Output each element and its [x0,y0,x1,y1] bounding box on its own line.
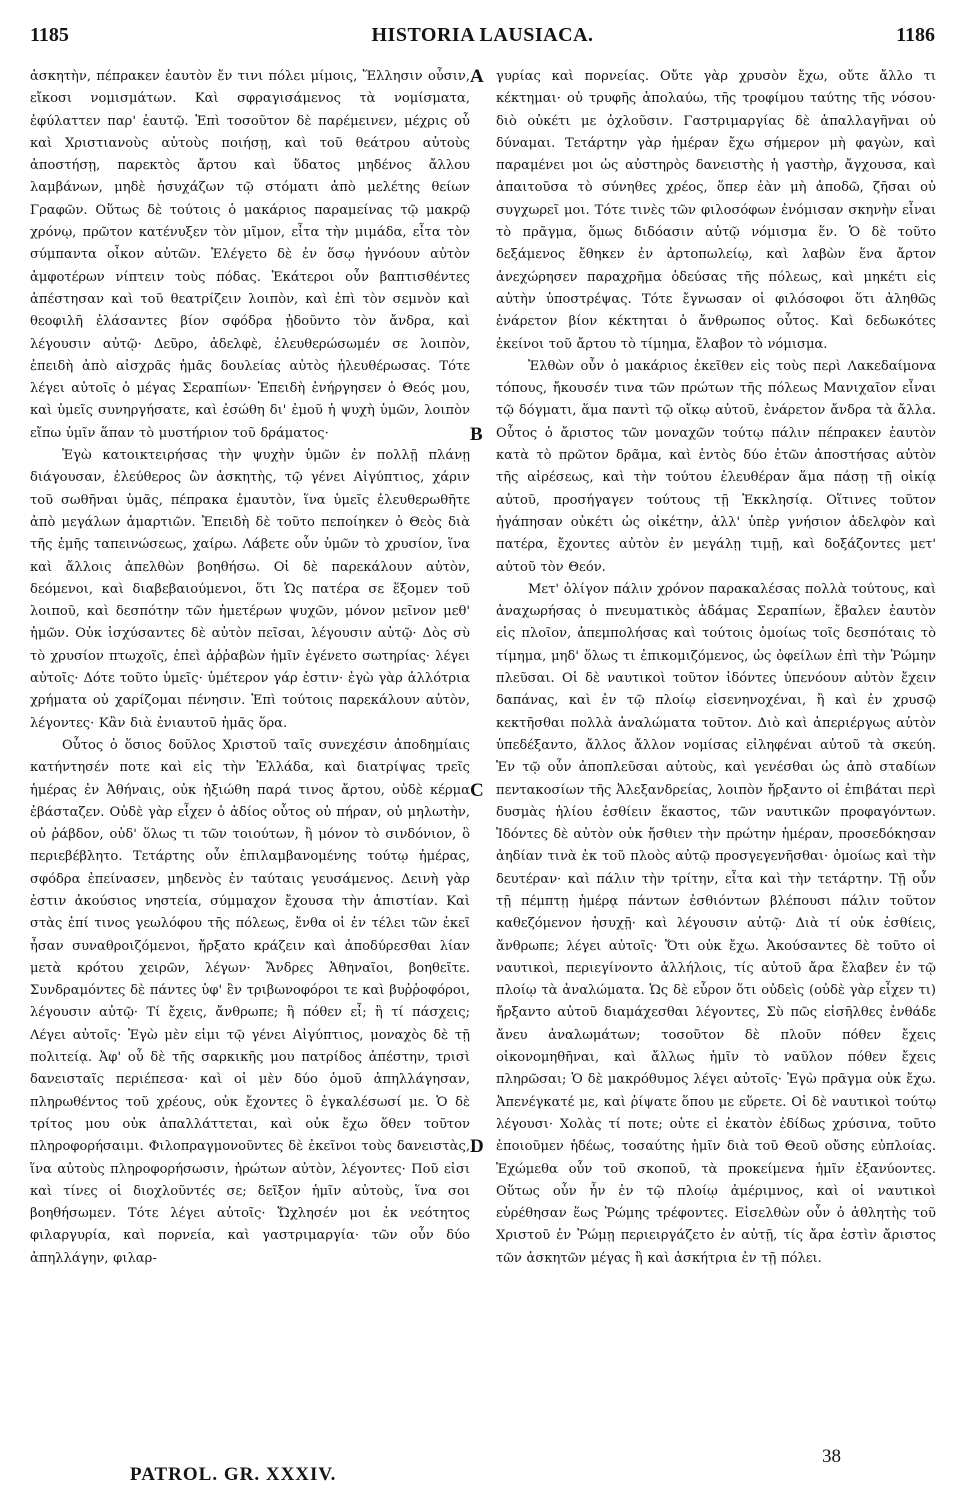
running-header [30,24,935,54]
right-page-number: 1186 [896,24,935,46]
paragraph: Ἐλθὼν οὖν ὁ μακάριος ἐκεῖθεν εἰς τοὺς περὶ Λακεδαίμονα τόπους, ἤκουσέν τινα τῶν πρώτων τῆς πόλεως Μανιχαῖον εἶναι τῷ δόγματι, ἅμα παντὶ τῷ οἴκῳ αὐτοῦ, ἐνάρετον ἄνδρα τὰ ἄλλα. Οὗτος ὁ ἄριστος τῶν μοναχῶν τούτῳ πάλιν πέπρακεν ἑαυτὸν κατὰ τὸ πρῶτον δρᾶμα, καὶ ἐντὸς δύο ἐτῶν ἀποστήσας αὐτὸν τῆς αἱρέσεως, καὶ τὴν τούτου ἐλευθέραν ἅμα πάσῃ τῇ οἰκίᾳ αὐτοῦ, προσήγαγεν τούτους τῇ Ἐκκλησίᾳ. Οἵτινες τοῦτον ἠγάπησαν οὐκέτι ὡς οἰκέτην, ἀλλ' ὑπὲρ γνήσιον ἀδελφὸν καὶ πατέρα, ἔχοντες αὐτὸν ἐν μεγάλῃ τιμῇ, καὶ δοξάζοντες μετ' αὐτοῦ τὸν Θεόν. [496,358,936,575]
left-column [30,66,470,1270]
paragraph: Οὗτος ὁ ὅσιος δοῦλος Χριστοῦ ταῖς συνεχέσιν ἀποδημίαις κατήντησέν ποτε καὶ εἰς τὴν Ἑλλάδα, καὶ διατρίψας τρεῖς ἡμέρας ἐν Ἀθήναις, οὐκ ἠξιώθη παρά τινος ἄρτου, οὐδὲ κέρμα ἐβάσταζεν. Οὐδὲ γὰρ εἶχεν ὁ ἀδίος οὗτος οὐ πήραν, οὐ μηλωτὴν, οὐ ῥάβδον, οὐδ' ὅλως τι τῶν τοιούτων, ἢ μόνον τὸ σινδόνιον, ὃ περιεβέβλητο. Τετάρτης οὖν ἐπιλαμβανομένης τούτῳ ἡμέρας, σφόδρα ἐπείνασεν, μηδενὸς ἐν ταύταις γευσάμενος. Δεινὴ γὰρ ἐστιν ἀκούσιος νηστεία, σύμμαχον ἔχουσα τὴν ἀπιστίαν. Καὶ στὰς ἐπί τινος γεωλόφου τῆς πόλεως, ἔνθα οἱ ἐν τέλει τῶν ἐκεῖ ἦσαν συναθροιζόμενοι, ἤρξατο κράζειν καὶ ἀποδύρεσθαι λίαν μετὰ κρότου χειρῶν, λέγων· Ἄνδρες Ἀθηναῖοι, βοηθεῖτε. Συνδραμόντες δὲ πάντες ὑφ' ἓν τριβωνοφόροι τε καὶ βυῤῥοφόροι, λέγουσιν αὐτῷ· Τί ἔχεις, ἄνθρωπε; ἢ πόθεν εἶ; ἢ τί πάσχεις; Λέγει αὐτοῖς· Ἐγὼ μὲν εἰμι τῷ γένει Αἰγύπτιος, μοναχὸς δὲ τῇ πολιτείᾳ. Ἀφ' οὗ δὲ τῆς σαρκικῆς μου πατρίδος ἀπέστην, τρισὶ δανεισταῖς περιέπεσα· καὶ οἱ μὲν δύο ὁμοῦ ἀπηλλάγησαν, πληρωθέντος τοῦ χρέους, οὐκ ἔχοντες ὃ ἐγκαλέσωσί με. Ὁ δὲ τρίτος μου οὐκ ἀπαλλάττεται, καὶ οὐκ ἔχω ὅθεν τοῦτον πληροφορήσαιμι. Φιλοπραγμονοῦντες δὲ ἐκεῖνοι τοὺς δανειστὰς, ἵνα αὐτοὺς πληροφορήσωσιν, ἠρώτων αὐτὸν, λέγοντες· Ποῦ εἰσι καὶ τίνες οἱ διοχλοῦντές σε; δεῖξον ἡμῖν αὐτοὺς, ἵνα σοι βοηθήσωμεν. Τότε λέγει αὐτοῖς· Ὤχλησέν μοι ἐκ νεότητος φιλαργυρία, καὶ πορνεία, καὶ γαστριμαργία· τῶν οὖν δύο ἀπηλλάγην, φιλαρ- [30,737,470,1266]
paragraph: Ἐγὼ κατοικτειρήσας τὴν ψυχὴν ὑμῶν ἐν πολλῇ πλάνῃ διάγουσαν, ἐλεύθερος ὢν ἀσκητὴς, τῷ γένει Αἰγύπτιος, χάριν τοῦ σωθῆναι ὑμᾶς, πέπρακα ἐμαυτὸν, ἵνα ὑμεῖς ἐλευθερωθῆτε ἀπὸ μεγάλων ἁμαρτιῶν. Ἐπειδὴ δὲ τοῦτο πεποίηκεν ὁ Θεὸς διὰ τῆς ἐμῆς ταπεινώσεως, χαίρω. Λάβετε οὖν ὑμῶν τὸ χρυσίον, ἵνα καὶ ἄλλοις ἀπελθὼν βοηθήσω. Οἱ δὲ παρεκάλουν αὐτὸν, δεόμενοι, καὶ διαβεβαιούμενοι, ὅτι Ὡς πατέρα σε ἕξομεν τοῦ λοιποῦ, καὶ δεσπότην τῶν ἡμετέρων ψυχῶν, μόνον μεῖνον μεθ' ἡμῶν. Οὐκ ἰσχύσαντες δὲ αὐτὸν πεῖσαι, λέγουσιν αὐτῷ· Δὸς σὺ τὸ χρυσίον πτωχοῖς, ἐπεὶ ἀῤῥαβὼν ἡμῖν ἐγένετο σωτηρίας· λέγει αὐτοῖς· Δότε τοῦτο ὑμεῖς· ὑμέτερον γάρ ἐστιν· ἐγὼ γὰρ ἀλλότρια χρήματα οὐ χαρίζομαι πένησιν. Ἐπὶ τούτοις παρεκάλουν αὐτὸν, λέγοντες· Κἂν διὰ ἐνιαυτοῦ ἡμᾶς ὅρα. [30,448,470,731]
section-marker-d: D [470,1136,484,1157]
running-title: HISTORIA LAUSIACA. [371,24,594,46]
signature-mark: 38 [822,1446,841,1467]
paragraph: ἀσκητὴν, πέπρακεν ἑαυτὸν ἔν τινι πόλει μίμοις, Ἕλλησιν οὖσιν, εἴκοσι νομισμάτων. Καὶ σφραγισάμενος τὰ νομίσματα, ἐφύλαττεν παρ' ἑαυτῷ. Ἐπὶ τοσοῦτον δὲ παρέμεινεν, μέχρις οὗ καὶ Χριστιανοὺς αὐτοὺς ποιήσῃ, καὶ τοῦ θεάτρου αὐτοὺς ἀποστήσῃ, παρεκτὸς ἄρτου καὶ ὕδατος μηδένος ἄλλου λαμβάνων, μηδὲ ἡσυχάζων τῷ στόματι ἀπὸ μελέτης θείων Γραφῶν. Οὕτως δὲ τούτοις ὁ μακάριος παραμείνας τῷ μακρῷ χρόνῳ, πρῶτον κατένυξεν τὸν μῖμον, εἶτα τὴν μιμάδα, εἶτα τὸν σύμπαντα οἶκον αὐτῶν. Ἐλέγετο δὲ ἐν ὅσῳ ἠγνόουν αὐτὸν ἀμφοτέρων νίπτειν τοὺς πόδας. Ἑκάτεροι οὖν βαπτισθέντες ἀπέστησαν καὶ τοῦ θεατρίζειν λοιπὸν, καὶ ἐπὶ τὸν σεμνὸν καὶ θεοφιλῆ ἐλάσαντες βίον σφόδρα ᾐδοῦντο τὸν ἄνδρα, καὶ λέγουσιν αὐτῷ· Δεῦρο, ἀδελφὲ, ἐλευθερώσωμέν σε λοιπὸν, ἐπειδὴ ἀπὸ αἰσχρᾶς ἡμᾶς δουλείας αὐτὸς ἠλευθέρωσας. Τότε λέγει αὐτοῖς ὁ μέγας Σεραπίων· Ἐπειδὴ ἐνήργησεν ὁ Θεός μου, καὶ ὑμεῖς συνηργήσατε, καὶ ἐσώθη δι' ἐμοῦ ἡ ψυχὴ ὑμῶν, λοιπὸν εἴπω ὑμῖν ἅπαν τὸ μυστήριον τοῦ δράματος· [30,69,470,441]
section-marker-b: B [470,424,483,445]
left-page-number: 1185 [30,24,69,46]
section-marker-a: A [470,66,484,87]
paragraph: Μετ' ὀλίγον πάλιν χρόνον παρακαλέσας πολλὰ τούτους, καὶ ἀναχωρήσας ὁ πνευματικὸς ἀδάμας Σεραπίων, ἔβαλεν ἑαυτὸν εἰς πλοῖον, ἀπεμπολήσας καὶ τούτοις ὁμοίως τοῖς δεσπόταις τὸ τίμημα, μηδ' ὅλως τι ἐπικομιζόμενος, ὡς ὀφείλων ἐπὶ τὴν Ῥώμην πλεῦσαι. Οἱ δὲ ναυτικοὶ τοῦτον ἰδόντες ὑπενόουν αὐτὸν ἔχειν δαπάνας, καὶ ἐν τῷ πλοίῳ εἰσενηνοχέναι, ἢ καὶ ἐν χρυσῷ κεκτῆσθαι πολλὰ ἀναλώματα τοῦτον. Διὸ καὶ ἀπεριέργως αὐτὸν ὑπεδέξαντο, ἄλλος ἄλλον νομίσας εἰληφέναι αὐτοῦ τὰ σκεύη. Ἐν τῷ οὖν ἀποπλεῦσαι αὐτοὺς, καὶ γενέσθαι ὡς ἀπὸ σταδίων πεντακοσίων τῆς Ἀλεξανδρείας, λοιπὸν ἤρξαντο οἱ ἐπιβάται περὶ δυσμὰς ἡλίου ἐσθίειν ἕκαστος, τῶν ναυτικῶν προφαγόντων. Ἰδόντες δὲ αὐτὸν οὐκ ἤσθιεν τὴν πρώτην ἡμέραν, προσεδόκησαν ἀηδίαν τινὰ ἐκ τοῦ πλοὸς αὐτῷ προσγεγενῆσθαι· ὁμοίως καὶ τὴν δευτέραν· καὶ πάλιν τὴν τρίτην, εἶτα καὶ τὴν τετάρτην. Τῇ οὖν τῇ πέμπτῃ ἡμέρᾳ πάντων ἐσθιόντων βλέπουσι πάλιν τοῦτον καθεζόμενον ἡσυχῇ· καὶ λέγουσιν αὐτῷ· Διὰ τί οὐκ ἐσθίεις, ἄνθρωπε; λέγει αὐτοῖς· Ὅτι οὐκ ἔχω. Ἀκούσαντες δὲ τοῦτο οἱ ναυτικοὶ, περιεγίνοντο ἀλλήλοις, τίς αὐτοῦ ἄρα ἔλαβεν ἐν τῷ πλοίῳ τὰ ἀναλώματα. Ὡς δὲ εὗρον ὅτι οὐδεὶς (οὐδὲ γὰρ εἶχεν τι) ἤρξαντο αὐτοῦ διαμάχεσθαι λέγοντες, Σὺ πῶς εἰσῆλθες ἐνθάδε ἄνευ ἀναλωμάτων; τοσοῦτον δὲ πλοῦν πόθεν ἔχεις οἰκονομηθῆναι, καὶ ἄλλως ἡμῖν τὸ ναῦλον πόθεν ἔχεις πληρῶσαι; Ὁ δὲ μακρόθυμος λέγει αὐτοῖς· Ἐγὼ πρᾶγμα οὐκ ἔχω. Ἀπενέγκατέ με, καὶ ῥίψατε ὅπου με εὕρετε. Οἱ δὲ ναυτικοὶ τούτῳ λέγουσι· Χολὰς τί ποτε; οὐτε εἰ ἑκατὸν ἐδίδως χρύσινα, τοῦτο ἐποιοῦμεν ἡδέως, τοσαύτης ἡμῖν διὰ τοῦ Θεοῦ οὔσης εὐπλοίας. Ἐχώμεθα οὖν τοῦ σκοποῦ, τὰ προκείμενα ἡμῖν ἐξανύοντες. Οὕτως οὖν ἦν ἐν τῷ πλοίῳ ἀμέριμνος, καὶ οἱ ναυτικοὶ εὑρέθησαν ἕως Ῥώμης τρέφοντες. Εἰσελθὼν οὖν ὁ ἀθλητὴς τοῦ Χριστοῦ ἐν Ῥώμῃ περιειργάζετο ἐν αὐτῇ, τίς ἄρα ἐστὶν ἄριστος τῶν ἀσκητῶν μέγας ἢ καὶ ἀσκήτρια ἐν τῇ πόλει. [496,581,936,1266]
series-footer: PATROL. GR. XXXIV. [130,1464,337,1485]
paragraph: γυρίας καὶ πορνείας. Οὔτε γὰρ χρυσὸν ἔχω, οὔτε ἄλλο τι κέκτημαι· οὐ τρυφῆς ἀπολαύω, τῆς τροφίμου ταύτης τῆς νόσου· διὸ οὐκέτι με ὀχλοῦσιν. Γαστριμαργίας δὲ ἀπαλλαγῆναι οὐ δύναμαι. Τετάρτην γὰρ ἡμέραν ἔχω σήμερον μὴ φαγὼν, καὶ παραμένει μοι ὡς αὐστηρὸς δανειστὴς ἡ γαστὴρ, ἄγχουσα, καὶ ἀπαιτοῦσα τὸ σύνηθες χρέος, ὅπερ ἐὰν μὴ ἀποδῶ, ζῆσαι οὐ συγχωρεῖ μοι. Τότε τινὲς τῶν φιλοσόφων ἐνόμισαν σκηνὴν εἶναι τὸ πρᾶγμα, ὅμως διδόασιν αὐτῷ νόμισμα ἕν. Ὁ δὲ τοῦτο δεξάμενος ἔθηκεν ἐν ἀρτοπωλείῳ, καὶ λαβὼν ἕνα ἄρτον ἀνεχώρησεν παραχρῆμα ὀδεύσας τῆς πόλεως, καὶ μηκέτι εἰς αὐτὴν ὑποστρέψας. Τότε ἔγνωσαν οἱ φιλόσοφοι ὅτι ἀληθῶς ἐνάρετον βίον κέκτηται ὁ ἄνθρωπος οὗτος. Καὶ δεδωκότες ἐκείνοι τοῦ ἄρτου τὸ τίμημα, ἔλαβον τὸ νόμισμα. [496,69,936,352]
right-column [496,66,936,1270]
section-marker-c: C [470,780,484,801]
